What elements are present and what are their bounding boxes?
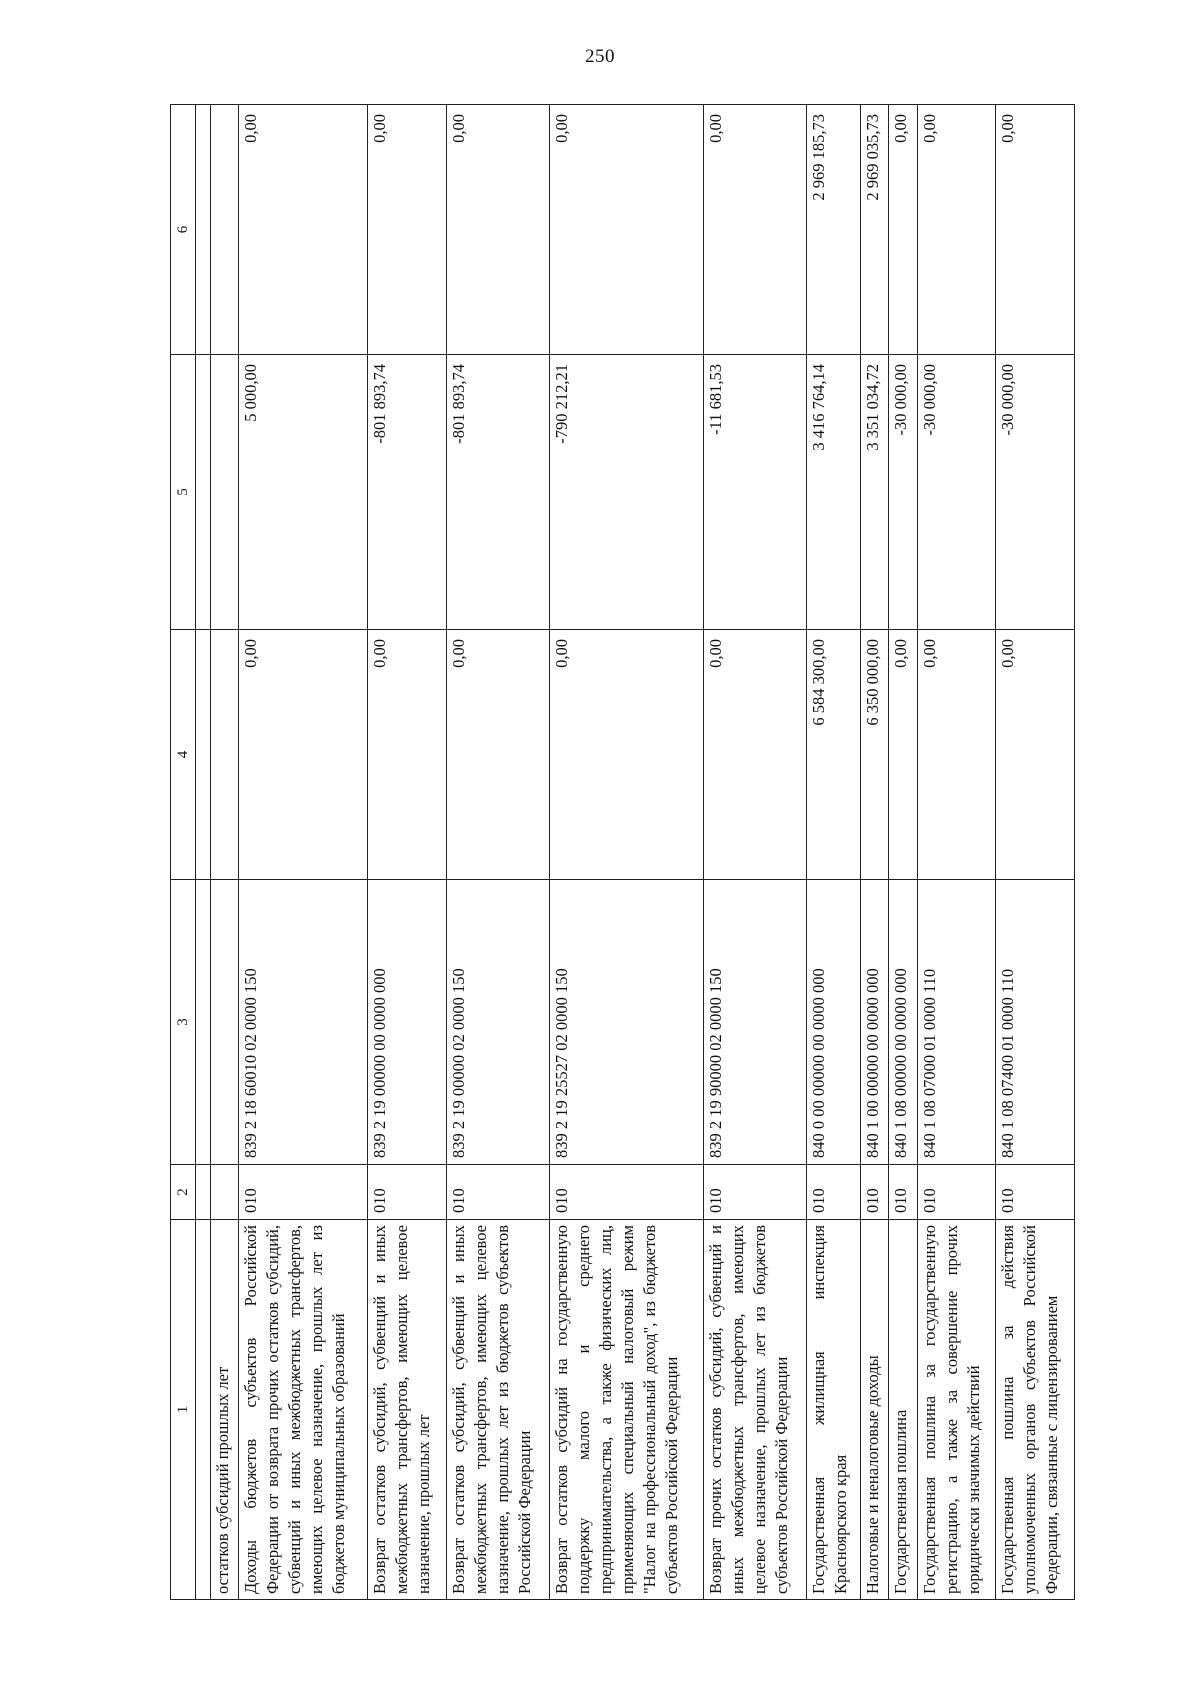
column-number: 5	[171, 355, 196, 630]
row-classification-code	[211, 880, 239, 1165]
table-row	[550, 105, 704, 1600]
row-value-col5: -30 000,00	[996, 355, 1075, 630]
spacer-cell	[196, 1220, 211, 1600]
column-number: 6	[171, 105, 196, 355]
row-value-col4: 0,00	[368, 630, 447, 880]
row-code	[211, 1165, 239, 1220]
row-value-col5: -30 000,00	[889, 355, 917, 630]
row-name: Возврат прочих остатков субсидий, субвенций и иных межбюджетных трансфертов, имеющих целевое назначение, прошлых лет из бюджетов субъектов Российской Федерации	[703, 1220, 807, 1600]
row-value-col4: 0,00	[446, 630, 550, 880]
spacer-cell	[196, 355, 211, 630]
budget-revenue-table	[170, 104, 1075, 1600]
table-row	[917, 105, 996, 1600]
row-value-col5: -30 000,00	[917, 355, 996, 630]
row-value-col6	[211, 105, 239, 355]
row-value-col5: -11 681,53	[703, 355, 807, 630]
row-code: 010	[550, 1165, 704, 1220]
row-value-col4: 0,00	[889, 630, 917, 880]
spacer-cell	[196, 1165, 211, 1220]
row-value-col4: 0,00	[703, 630, 807, 880]
row-value-col6: 2 969 035,73	[860, 105, 888, 355]
row-classification-code: 840 0 00 00000 00 0000 000	[807, 880, 861, 1165]
row-value-col6: 0,00	[996, 105, 1075, 355]
row-name: Возврат остатков субсидий на государственную поддержку малого и среднего предпринимательства, а также физических лиц, применяющих специальный налоговый режим "Налог на профессиональный доход", из бюджетов субъектов Российской Федерации	[550, 1220, 704, 1600]
row-value-col5: -801 893,74	[446, 355, 550, 630]
column-number: 1	[171, 1220, 196, 1600]
row-value-col4: 6 584 300,00	[807, 630, 861, 880]
row-name: остатков субсидий прошлых лет	[211, 1220, 239, 1600]
row-code: 010	[860, 1165, 888, 1220]
row-name: Государственная пошлина	[889, 1220, 917, 1600]
row-value-col4	[211, 630, 239, 880]
row-value-col4: 0,00	[917, 630, 996, 880]
row-value-col6: 0,00	[703, 105, 807, 355]
row-value-col4: 0,00	[550, 630, 704, 880]
row-classification-code: 839 2 19 25527 02 0000 150	[550, 880, 704, 1165]
row-value-col4: 6 350 000,00	[860, 630, 888, 880]
column-number: 2	[171, 1165, 196, 1220]
row-name: Государственная пошлина за действия уполномоченных органов субъектов Российской Федерации, связанные с лицензированием	[996, 1220, 1075, 1600]
row-code: 010	[889, 1165, 917, 1220]
page-number: 250	[585, 46, 615, 67]
row-value-col6: 0,00	[889, 105, 917, 355]
row-name: Государственная пошлина за государственную регистрацию, а также за совершение прочих юридически значимых действий	[917, 1220, 996, 1600]
row-value-col5: 5 000,00	[239, 355, 368, 630]
table-row	[211, 105, 239, 1600]
spacer-cell	[196, 105, 211, 355]
table-row	[446, 105, 550, 1600]
row-code: 010	[807, 1165, 861, 1220]
spacer-cell	[196, 880, 211, 1165]
spacer-cell	[196, 630, 211, 880]
row-value-col5: 3 351 034,72	[860, 355, 888, 630]
row-value-col6: 0,00	[917, 105, 996, 355]
row-name: Возврат остатков субсидий, субвенций и иных межбюджетных трансфертов, имеющих целевое назначение, прошлых лет из бюджетов субъектов Российской Федерации	[446, 1220, 550, 1600]
column-number: 3	[171, 880, 196, 1165]
row-name: Налоговые и неналоговые доходы	[860, 1220, 888, 1600]
table-row	[996, 105, 1075, 1600]
row-code: 010	[703, 1165, 807, 1220]
row-code: 010	[996, 1165, 1075, 1220]
row-code: 010	[368, 1165, 447, 1220]
row-name: Доходы бюджетов субъектов Российской Федерации от возврата прочих остатков субсидий, субвенций и иных межбюджетных трансфертов, имеющих целевое назначение, прошлых лет из бюджетов муниципальных образований	[239, 1220, 368, 1600]
row-classification-code: 840 1 08 00000 00 0000 000	[889, 880, 917, 1165]
row-value-col4: 0,00	[239, 630, 368, 880]
row-classification-code: 839 2 19 90000 02 0000 150	[703, 880, 807, 1165]
row-classification-code: 839 2 19 00000 00 0000 000	[368, 880, 447, 1165]
table-row	[703, 105, 807, 1600]
column-number-row	[171, 105, 196, 1600]
table-row	[368, 105, 447, 1600]
row-name: Возврат остатков субсидий, субвенций и иных межбюджетных трансфертов, имеющих целевое назначение, прошлых лет	[368, 1220, 447, 1600]
row-value-col5	[211, 355, 239, 630]
row-classification-code: 839 2 19 00000 02 0000 150	[446, 880, 550, 1165]
rotated-table-container	[170, 105, 1075, 1600]
row-value-col6: 0,00	[446, 105, 550, 355]
row-value-col6: 2 969 185,73	[807, 105, 861, 355]
row-value-col5: -790 212,21	[550, 355, 704, 630]
row-classification-code: 840 1 08 07400 01 0000 110	[996, 880, 1075, 1165]
row-classification-code: 839 2 18 60010 02 0000 150	[239, 880, 368, 1165]
row-value-col5: 3 416 764,14	[807, 355, 861, 630]
row-code: 010	[917, 1165, 996, 1220]
table-row	[807, 105, 861, 1600]
column-number: 4	[171, 630, 196, 880]
row-value-col4: 0,00	[996, 630, 1075, 880]
table-row	[239, 105, 368, 1600]
row-name: Государственная жилищная инспекция Красноярского края	[807, 1220, 861, 1600]
table-row	[889, 105, 917, 1600]
row-classification-code: 840 1 00 00000 00 0000 000	[860, 880, 888, 1165]
row-value-col6: 0,00	[239, 105, 368, 355]
row-code: 010	[239, 1165, 368, 1220]
row-classification-code: 840 1 08 07000 01 0000 110	[917, 880, 996, 1165]
row-value-col6: 0,00	[550, 105, 704, 355]
row-value-col5: -801 893,74	[368, 355, 447, 630]
row-code: 010	[446, 1165, 550, 1220]
spacer-row	[196, 105, 211, 1600]
table-row	[860, 105, 888, 1600]
row-value-col6: 0,00	[368, 105, 447, 355]
